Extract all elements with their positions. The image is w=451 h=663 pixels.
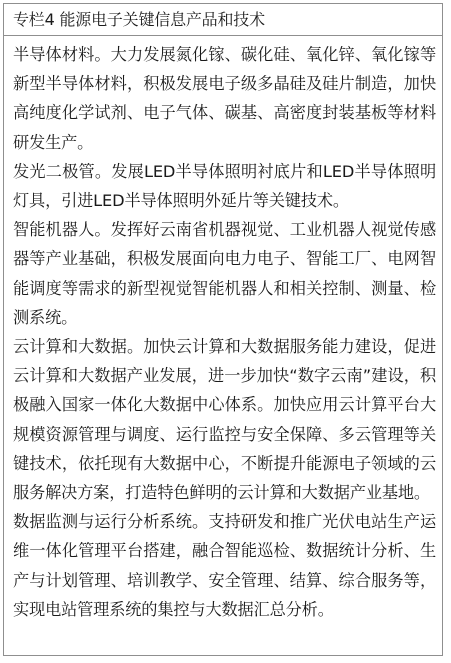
paragraph-led: 发光二极管。发展LED半导体照明衬底片和LED半导体照明灯具，引进LED半导体照明外延片等关键技术。 (13, 161, 436, 211)
table-title-row (4, 4, 442, 36)
paragraph-data-monitoring: 数据监测与运行分析系统。支持研发和推广光伏电站生产运维一体化管理平台搭建，融合智能巡检、数据统计分析、生产与计划管理、培训教学、安全管理、结算、综合服务等，实现电站管理系统的集控与大数据汇总分析。 (13, 512, 436, 619)
info-table (3, 3, 443, 656)
paragraph-semiconductor-materials: 半导体材料。大力发展氮化镓、碳化硅、氧化锌、氧化镓等新型半导体材料，积极发展电子级多晶硅及硅片制造，加快高纯度化学试剂、电子气体、碳基、高密度封装基板等材料研发生产。 (13, 45, 436, 152)
table-content-row (4, 36, 442, 655)
paragraph-intelligent-robots: 智能机器人。发挥好云南省机器视觉、工业机器人视觉传感器等产业基础，积极发展面向电力电子、智能工厂、电网智能调度等需求的新型视觉智能机器人和相关控制、测量、检测系统。 (13, 220, 436, 327)
paragraph-cloud-big-data: 云计算和大数据。加快云计算和大数据服务能力建设，促进云计算和大数据产业发展，进一步加快“数字云南”建设，积极融入国家一体化大数据中心体系。加快应用云计算平台大规模资源管理与调度、运行监控与安全保障、多云管理等关键技术，依托现有大数据中心，不断提升能源电子领域的云服务解决方案，打造特色鲜明的云计算和大数据产业基地。 (13, 337, 436, 503)
table-title: 专栏4 能源电子关键信息产品和技术 (13, 10, 265, 29)
